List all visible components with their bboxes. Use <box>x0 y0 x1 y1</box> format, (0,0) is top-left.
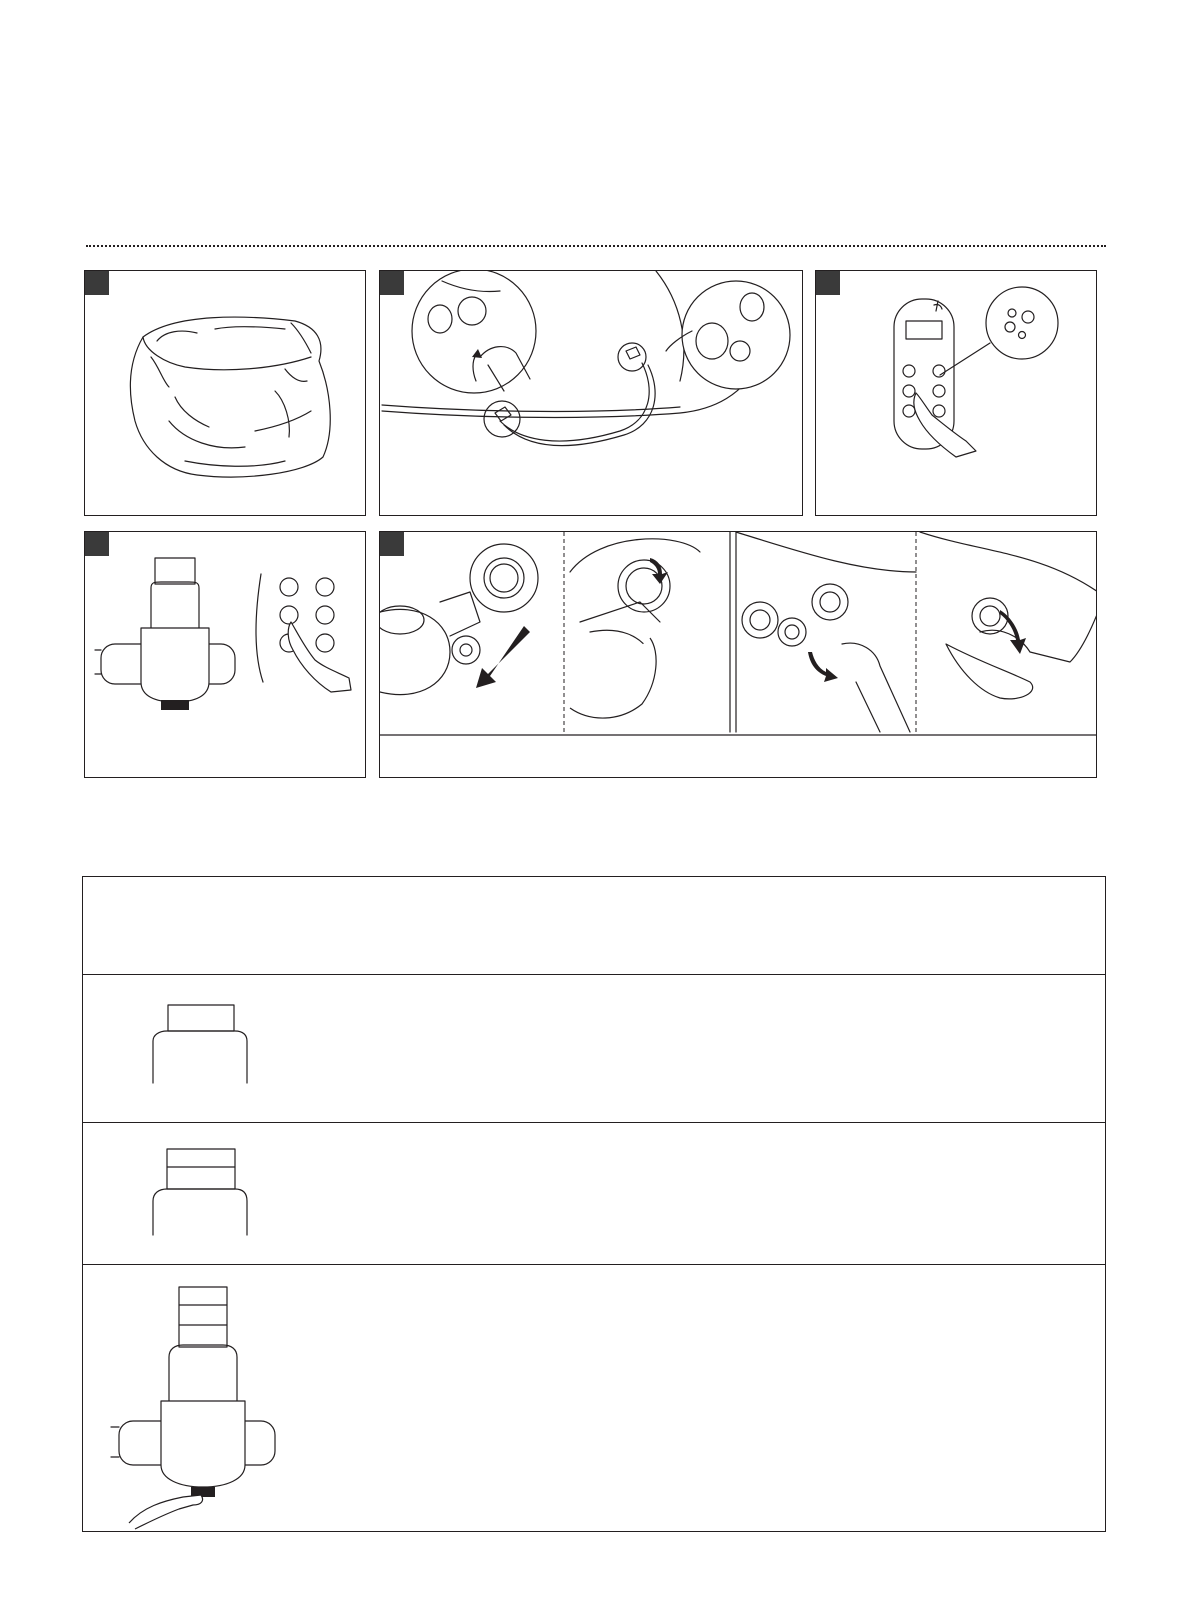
spa-bag-icon <box>85 271 366 516</box>
table-row <box>83 1264 1105 1533</box>
table-row <box>83 974 1105 1123</box>
unscrew-drain-caps-icon <box>380 532 1097 778</box>
figure-panel-4 <box>84 531 366 778</box>
figure-panel-3 <box>815 270 1097 516</box>
filter-cap-long-icon <box>83 1123 283 1265</box>
heater-pump-control-icon <box>85 532 366 778</box>
section-divider <box>86 245 1106 247</box>
figure-panel-1 <box>84 270 366 516</box>
figure-panel-5 <box>379 531 1097 778</box>
table-row <box>83 1122 1105 1265</box>
remote-bubble-button-icon <box>816 271 1097 516</box>
table-header <box>83 877 1105 974</box>
filter-cap-short-icon <box>83 975 283 1123</box>
hose-connection-icon <box>380 271 803 516</box>
pump-unit-button-icon <box>83 1265 303 1533</box>
info-table <box>82 876 1106 1532</box>
figure-panel-2 <box>379 270 803 516</box>
